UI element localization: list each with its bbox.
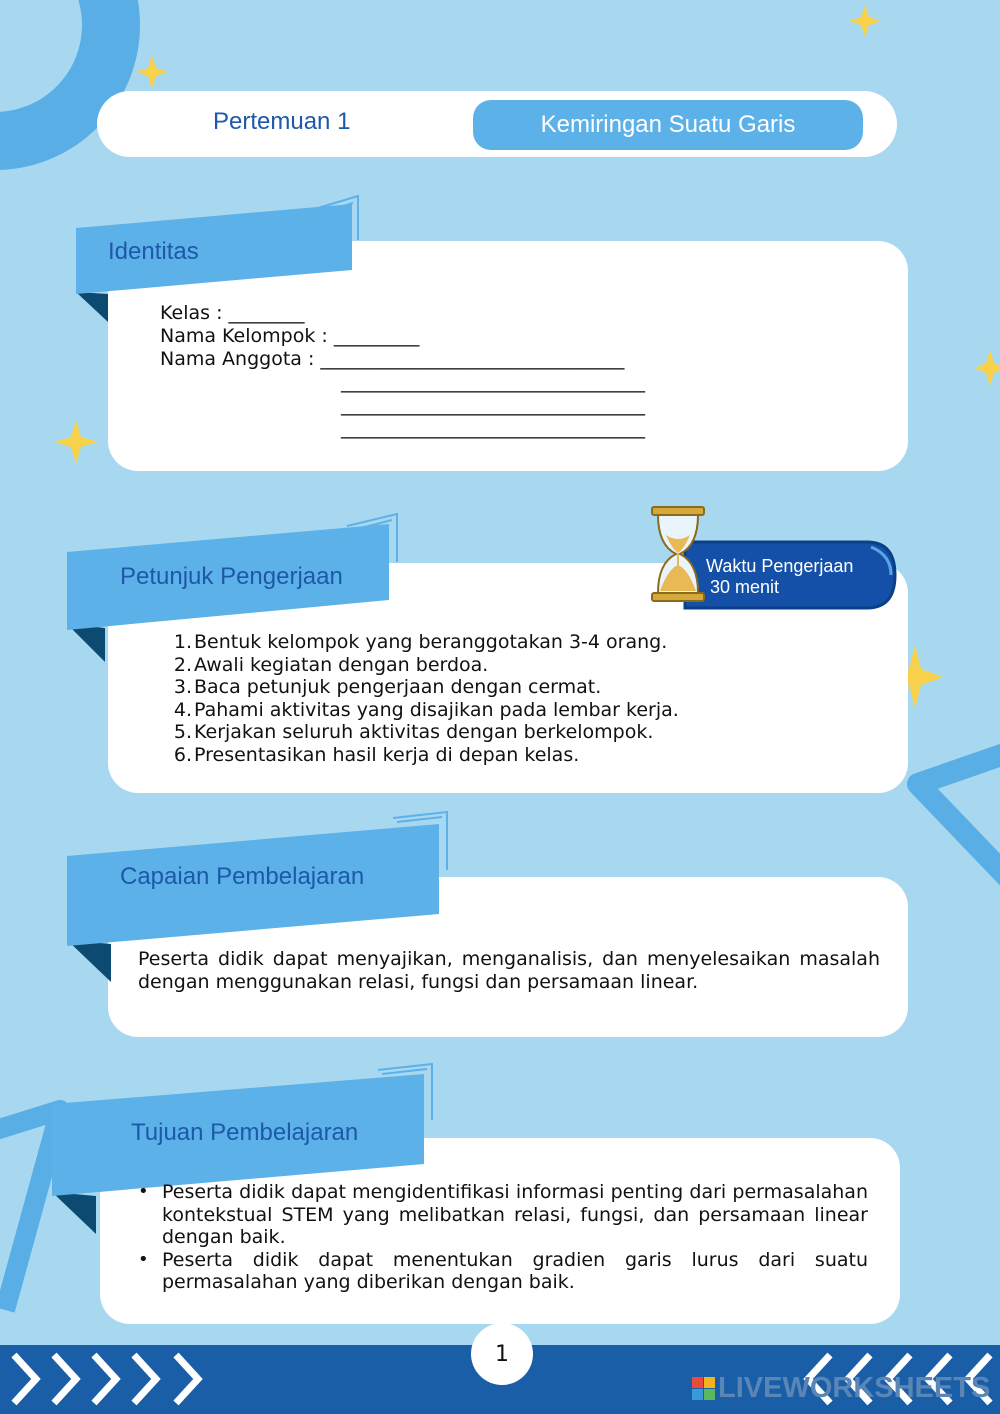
liveworksheets-logo-icon (692, 1377, 716, 1401)
time-value: 30 menit (710, 577, 780, 597)
star-icon (54, 420, 98, 464)
capaian-text: Peserta didik dapat menyajikan, menganalisis, dan menyelesaikan masalah dengan menggunakan relasi, fungsi dan persamaan linear. (138, 948, 880, 993)
anggota-line[interactable]: ________________________________ (341, 417, 645, 439)
watermark[interactable]: LIVEWORKSHEETS (718, 1372, 991, 1404)
anggota-field[interactable]: Nama Anggota : ________________________________ (160, 348, 625, 370)
chevron-right-icon (14, 1355, 198, 1403)
petunjuk-list (170, 631, 679, 766)
identitas-title: Identitas (108, 238, 199, 265)
list-item: 6. Presentasikan hasil kerja di depan kelas. (173, 743, 580, 766)
bullet-icon: • (138, 1248, 149, 1270)
page-number: 1 (471, 1323, 533, 1385)
petunjuk-title: Petunjuk Pengerjaan (120, 563, 343, 590)
list-item: 2. Awali kegiatan dengan berdoa. (173, 653, 489, 676)
topic-pill (473, 100, 863, 150)
capaian-title: Capaian Pembelajaran (120, 863, 365, 890)
star-icon (136, 55, 168, 89)
tujuan-list (138, 1181, 868, 1294)
tujuan-title: Tujuan Pembelajaran (131, 1119, 359, 1146)
anggota-line[interactable]: ________________________________ (341, 394, 645, 416)
decorative-triangle (918, 752, 1000, 880)
kelas-field[interactable]: Kelas : ________ (160, 302, 305, 324)
list-item: 1. Bentuk kelompok yang beranggotakan 3-4 orang. (173, 631, 668, 653)
kelompok-field[interactable]: Nama Kelompok : _________ (160, 325, 420, 347)
hourglass-icon (646, 505, 710, 605)
time-label: Waktu Pengerjaan (706, 556, 854, 576)
decorative-triangle (0, 1110, 60, 1310)
meeting-label: Pertemuan 1 (213, 108, 351, 135)
star-icon (849, 5, 881, 37)
bullet-icon: • (138, 1181, 149, 1202)
list-item: • Peserta didik dapat mengidentifikasi informasi penting dari permasalahan kontekstual STEM yang melibatkan relasi, fungsi, dan persamaan linear dengan baik. (138, 1181, 868, 1248)
star-icon (975, 350, 1000, 386)
identitas-fields (160, 302, 645, 440)
list-item: 4. Pahami aktivitas yang disajikan pada lembar kerja. (173, 698, 679, 721)
time-text (706, 556, 853, 598)
topic-label: Kemiringan Suatu Garis (540, 111, 796, 138)
anggota-line[interactable]: ________________________________ (341, 371, 645, 393)
list-item: 5. Kerjakan seluruh aktivitas dengan berkelompok. (173, 721, 654, 743)
list-item: 3. Baca petunjuk pengerjaan dengan cermat. (173, 676, 602, 698)
list-item: • Peserta didik dapat menentukan gradien garis lurus dari suatu permasalahan yang diberikan dengan baik. (138, 1248, 868, 1293)
